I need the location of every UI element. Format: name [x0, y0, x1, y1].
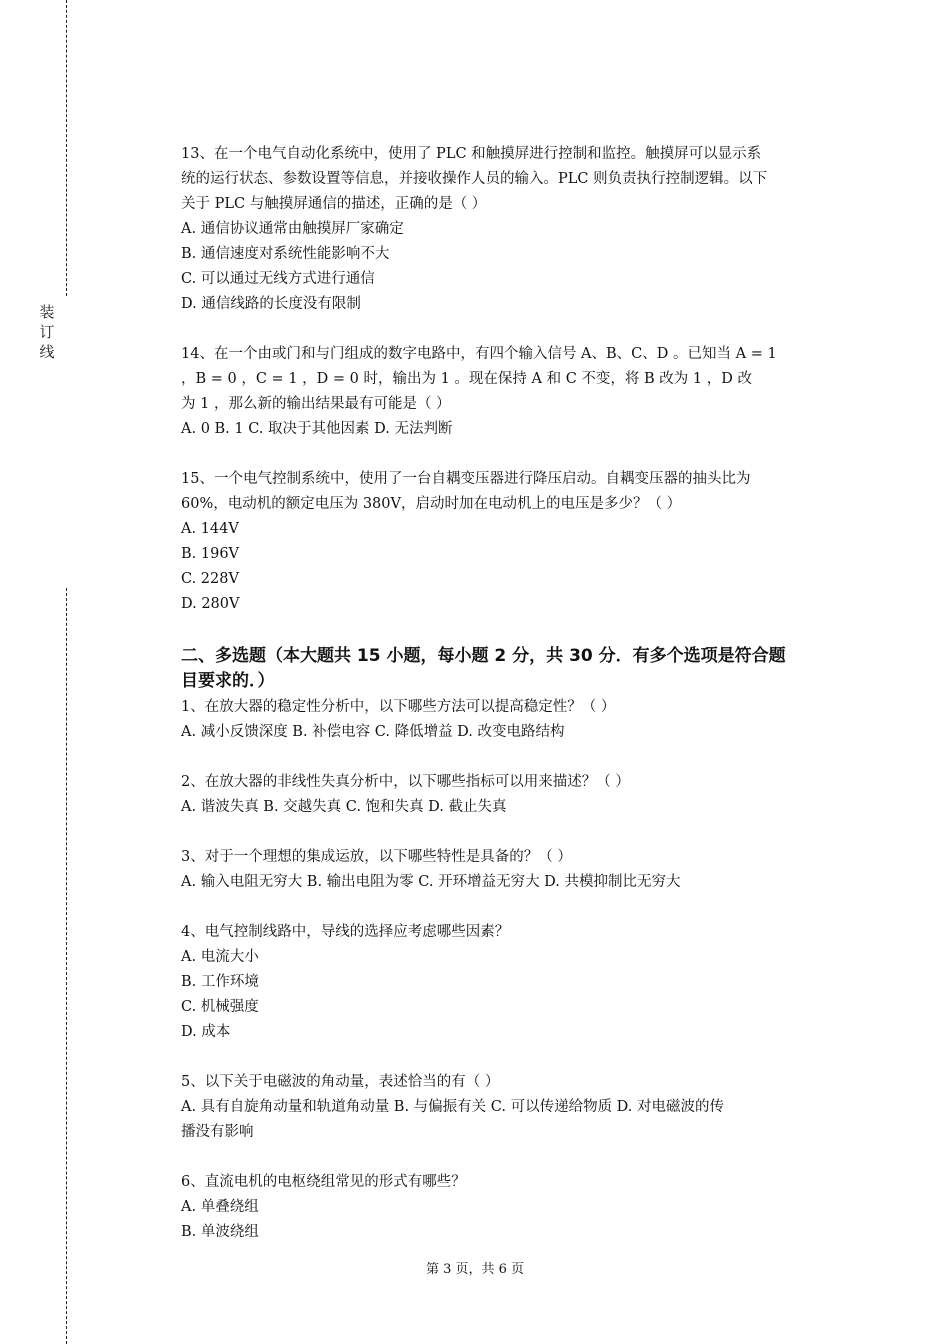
question-stem-line: 1、在放大器的稳定性分析中，以下哪些方法可以提高稳定性？（ ）	[181, 699, 616, 715]
question-15	[181, 467, 841, 617]
option-line: A. 减小反馈深度 B. 补偿电容 C. 降低增益 D. 改变电路结构	[181, 724, 565, 740]
question-stem-line: 15、一个电气控制系统中，使用了一台自耦变压器进行降压启动。自耦变压器的抽头比为	[181, 471, 751, 487]
page-footer: 第 3 页，共 6 页	[425, 1262, 525, 1277]
option-b: B. 通信速度对系统性能影响不大	[181, 246, 390, 262]
question-m6	[181, 1170, 841, 1245]
binding-label-char: 订	[39, 323, 55, 341]
option-a: A. 电流大小	[181, 949, 259, 965]
question-stem-line: 为 1 ，那么新的输出结果最有可能是（ ）	[181, 396, 451, 412]
binding-label-char: 装	[39, 303, 55, 321]
section-title-multiple-choice	[181, 644, 841, 694]
binding-line-top	[66, 0, 67, 296]
question-stem-line: 13、在一个电气自动化系统中，使用了 PLC 和触摸屏进行控制和监控。触摸屏可以显示系	[181, 146, 762, 162]
option-line: A. 0 B. 1 C. 取决于其他因素 D. 无法判断	[181, 421, 453, 437]
question-stem-line: 统的运行状态、参数设置等信息，并接收操作人员的输入。PLC 则负责执行控制逻辑。以下	[181, 171, 768, 187]
option-a: A. 通信协议通常由触摸屏厂家确定	[181, 221, 404, 237]
question-stem-line: 关于 PLC 与触摸屏通信的描述，正确的是（ ）	[181, 196, 487, 212]
question-14	[181, 342, 841, 442]
binding-line-bottom	[66, 588, 67, 1344]
binding-label-char: 线	[39, 343, 55, 361]
question-stem-line: 14、在一个由或门和与门组成的数字电路中，有四个输入信号 A、B、C、D 。已知当 A = 1	[181, 346, 777, 362]
question-m2	[181, 770, 841, 820]
option-c: C. 可以通过无线方式进行通信	[181, 271, 375, 287]
question-m1	[181, 695, 841, 745]
option-d: D. 通信线路的长度没有限制	[181, 296, 361, 312]
option-c: C. 228V	[181, 571, 239, 587]
option-b: B. 单波绕组	[181, 1224, 259, 1240]
question-stem-line: 6、直流电机的电枢绕组常见的形式有哪些？	[181, 1174, 466, 1190]
question-stem-line: 2、在放大器的非线性失真分析中，以下哪些指标可以用来描述？（ ）	[181, 774, 630, 790]
option-line: A. 具有自旋角动量和轨道角动量 B. 与偏振有关 C. 可以传递给物质 D. 对电磁波的传	[181, 1099, 725, 1115]
option-b: B. 196V	[181, 546, 240, 562]
question-stem-line: 60%，电动机的额定电压为 380V，启动时加在电动机上的电压是多少？（ ）	[181, 496, 682, 512]
option-b: B. 工作环境	[181, 974, 259, 990]
binding-label	[38, 302, 56, 362]
section-title-line: 二、多选题（本大题共 15 小题，每小题 2 分，共 30 分．有多个选项是符合题	[181, 646, 786, 666]
option-d: D. 280V	[181, 596, 240, 612]
option-a: A. 单叠绕组	[181, 1199, 259, 1215]
question-stem-line: 3、对于一个理想的集成运放，以下哪些特性是具备的？（ ）	[181, 849, 572, 865]
question-m3	[181, 845, 841, 895]
question-stem-line: 5、以下关于电磁波的角动量，表述恰当的有（ ）	[181, 1074, 500, 1090]
option-line: A. 输入电阻无穷大 B. 输出电阻为零 C. 开环增益无穷大 D. 共模抑制比无穷大	[181, 874, 681, 890]
option-line: 播没有影响	[181, 1124, 254, 1140]
question-m4	[181, 920, 841, 1045]
option-line: A. 谐波失真 B. 交越失真 C. 饱和失真 D. 截止失真	[181, 799, 507, 815]
section-title-line: 目要求的．）	[181, 671, 275, 691]
exam-content	[181, 142, 841, 1245]
question-m5	[181, 1070, 841, 1145]
question-stem-line: 4、电气控制线路中，导线的选择应考虑哪些因素？	[181, 924, 510, 940]
option-c: C. 机械强度	[181, 999, 259, 1015]
question-stem-line: ，B = 0 ，C = 1 ，D = 0 时，输出为 1 。现在保持 A 和 C 不变，将 B 改为 1 ，D 改	[181, 371, 752, 387]
option-a: A. 144V	[181, 521, 239, 537]
question-13	[181, 142, 841, 317]
option-d: D. 成本	[181, 1024, 231, 1040]
